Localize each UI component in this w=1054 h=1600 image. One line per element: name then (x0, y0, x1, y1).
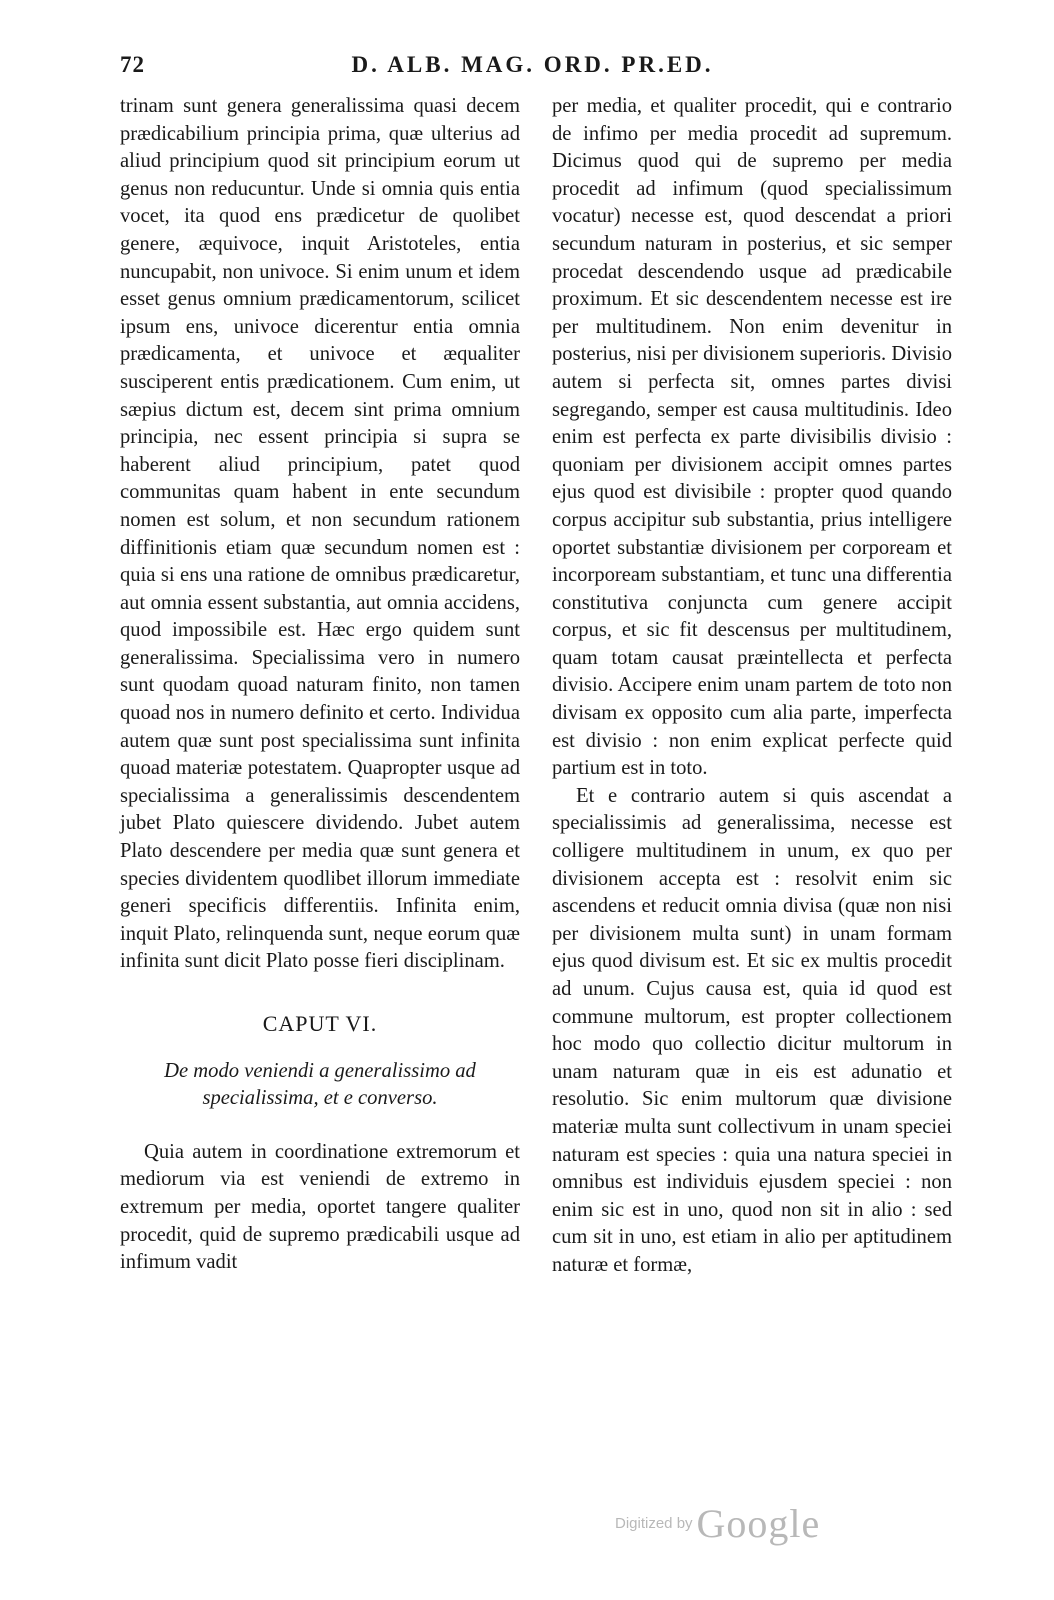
digitization-watermark (615, 1500, 820, 1547)
page-header (110, 52, 955, 86)
running-head: D. ALB. MAG. ORD. PR.ED. (351, 52, 714, 77)
digitized-by-label: Digitized by (615, 1515, 693, 1532)
left-paragraph-1: trinam sunt genera generalissima quasi decem prædicabilium principia prima, quæ ulterius ad aliud principium quod sit principium eorum ut genus non reducuntur. Unde si omnia quis entia vocet, ita quod ens prædicetur de quolibet genere, æquivoce, inquit Aristoteles, entia nuncupabit, non univoce. Si enim unum et idem esset genus omnium prædicamentorum, scilicet ipsum ens, univoce dicerentur entia omnia prædicamenta, et univoce et æqualiter susciperent entis prædicationem. Cum enim, ut sæpius dictum est, decem sint prima omnium principia, nec essent principia si supra se haberent aliud principium, patet quod communitas quam habent in ente secundum nomen est solum, et non secundum rationem diffinitionis etiam quæ secundum nomen est : quia si ens una ratione de omnibus prædicaretur, aut omnia essent substantia, aut omnia accidens, quod impossibile est. Hæc ergo quidem sunt generalissima. Specialissima vero in numero sunt quodam quoad naturam finito, non tamen quoad nos in numero definito et certo. Individua autem quæ sunt post specialissima sunt infinita quoad materiæ potestatem. Quapropter usque ad specialissima a generalissimis descendentem jubet Plato quiescere dividendo. Jubet autem Plato descendere per media quæ sunt genera et species dividentem quodlibet illorum immediate generi specificis differentiis. Infinita enim, inquit Plato, relinquenda sunt, neque eorum quæ infinita sunt dicit Plato posse fieri disciplinam. (120, 95, 520, 973)
google-logo-text: Google (696, 1501, 821, 1546)
left-column (120, 93, 520, 1277)
chapter-title: CAPUT VI. (262, 1011, 378, 1036)
right-paragraph-2: Et e contrario autem si quis ascendat a specialissimis ad generalissima, necesse est colligere multitudinem in unum, ex quo per divisionem accepta est : resolvit enim sic ascendens et reducit omnia divisa (quæ non nisi per divisionem multa sunt) in unam formam ejus quod divisum est. Et sic ex multis procedit ad unum. Cujus causa est, quia id quod est commune multorum, est propter collectionem hoc modo quo collectio dicitur multorum in unam naturam quæ in eis est adunatio et resolutio. Sic enim multorum quæ divisione materiæ multa sunt collectivum in unam speciei naturam est species : quia una natura speciei in omnibus est individuis ejusdem speciei : non enim sic est in uno, quod non sit in alio : sed cum sit in uno, est etiam in alio per aptitudinem naturæ et formæ, (552, 784, 952, 1276)
left-paragraph-2: Quia autem in coordinatione extremorum et mediorum via est veniendi de extremo in extremum per media, oportet tangere qualiter procedit, quid de supremo prædicabili usque ad infimum vadit (120, 1140, 520, 1274)
chapter-subtitle: De modo veniendi a generalissimo ad specialissima, et e converso. (164, 1059, 476, 1110)
right-column (552, 93, 952, 1280)
right-paragraph-1: per media, et qualiter procedit, qui e contrario de infimo per media procedit ad supremum. Dicimus quod qui de supremo per media procedit ad infimum (quod specialissimum vocatur) necesse est, quod descendat a priori secundum naturam in posterius, et sic semper procedat descendendo usque ad prædicabile proximum. Et sic descendentem necesse est ire per multitudinem. Non enim devenitur in posterius, nisi per divisionem superioris. Divisio autem si perfecta sit, omnes partes divisi segregando, semper est causa multitudinis. Ideo enim est perfecta ex parte divisibilis divisio : quoniam per divisionem accipit omnes partes ejus quod est divisibile : propter quod quando corpus accipitur sub substantia, prius intelligere oportet substantiæ divisionem per corpoream et incorpoream substantiam, et tunc una differentia constitutiva conjuncta cum genere accipit corpus, et sic fit descensus per multitudinem, quam totam causat præintellecta et perfecta divisio. Accipere enim unam partem de toto non divisam ex opposito cum alia parte, imperfecta est divisio : non enim explicat perfecte quid partium est in toto. (552, 95, 952, 780)
page-number: 72 (120, 52, 145, 77)
